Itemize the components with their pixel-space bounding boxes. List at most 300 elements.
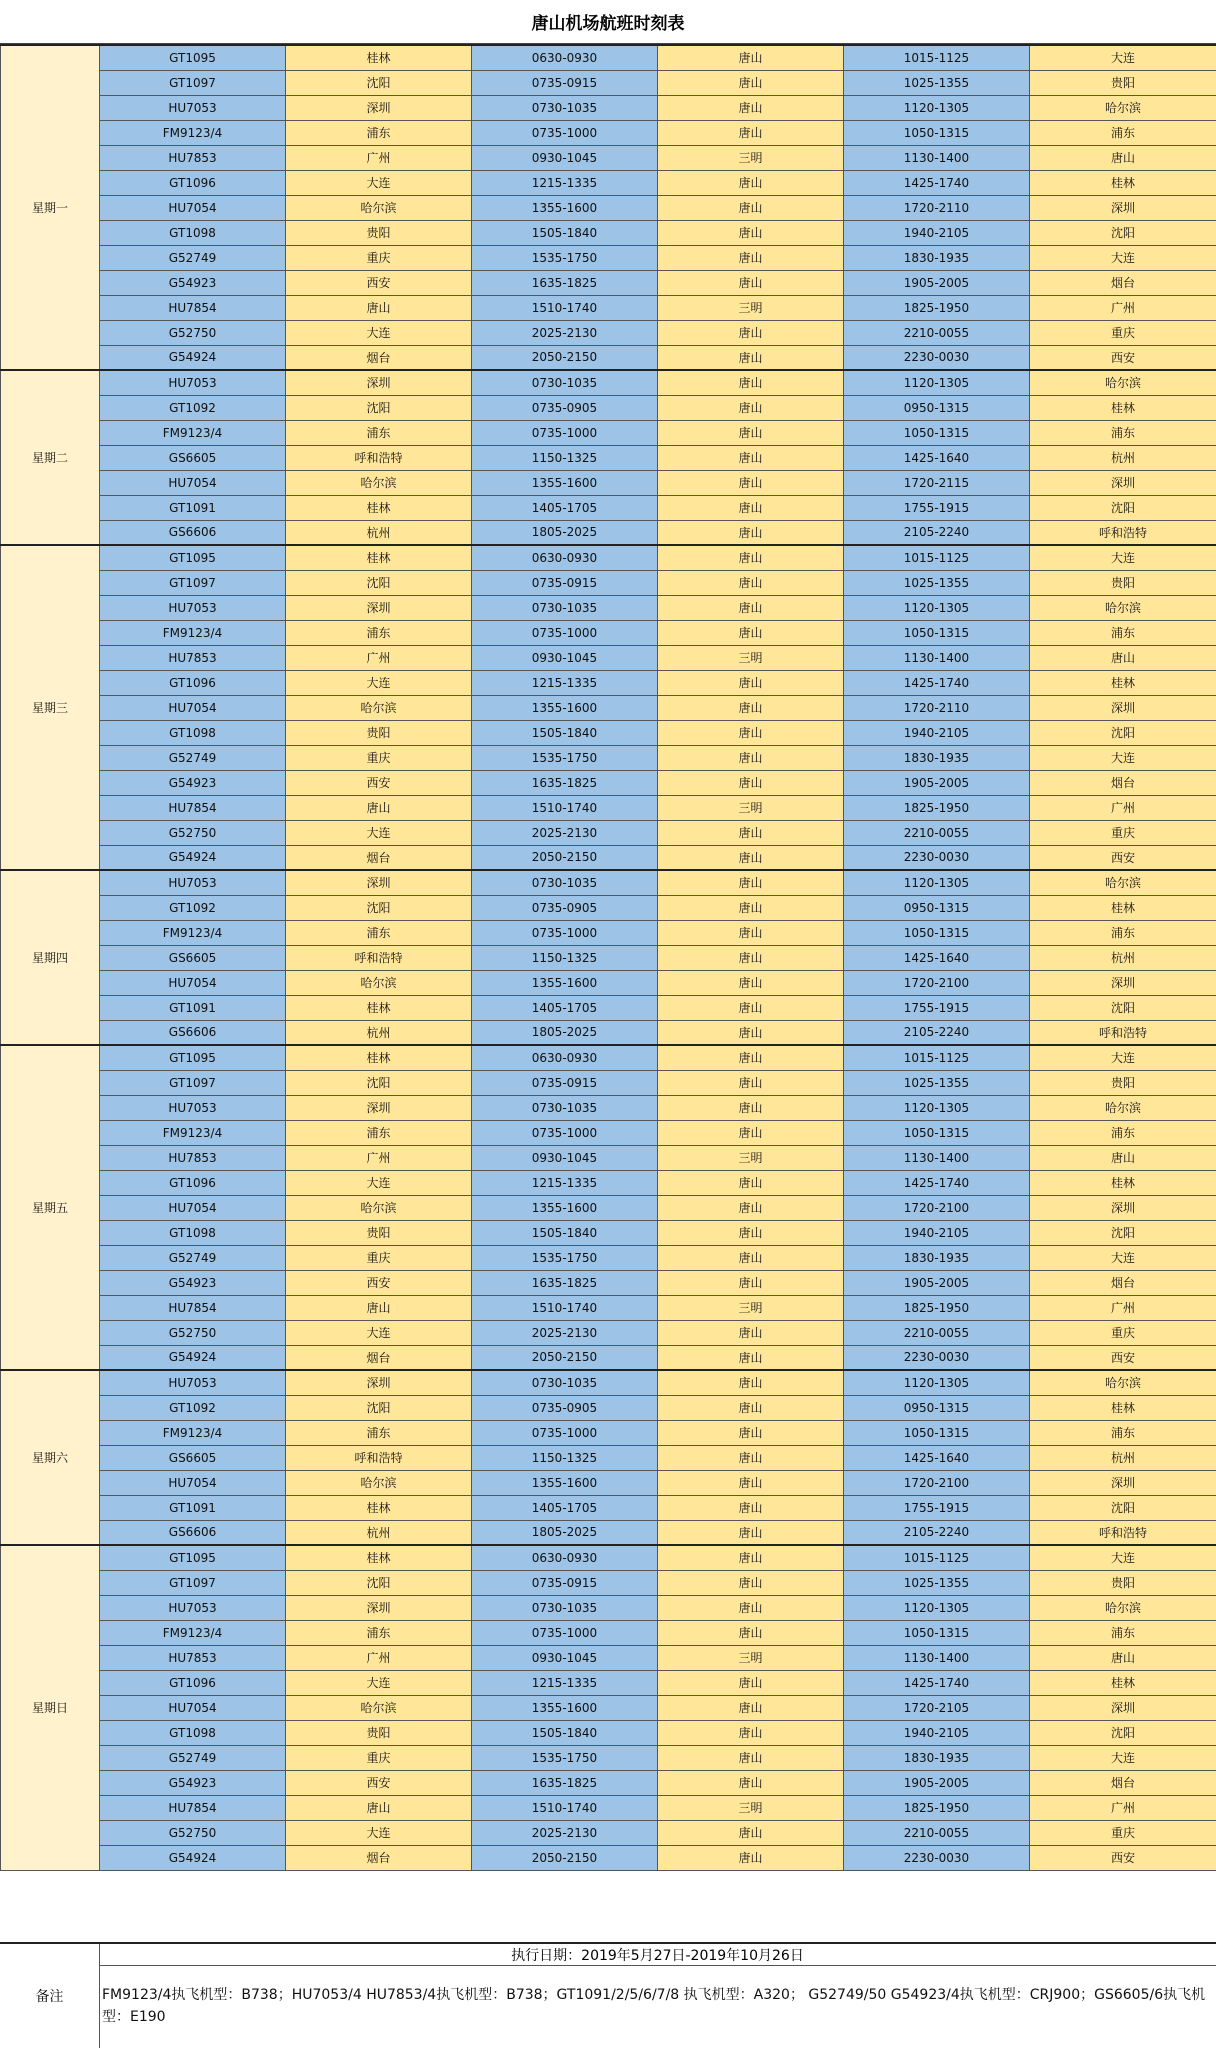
origin-cell: 哈尔滨 [286,1470,472,1495]
origin-cell: 杭州 [286,520,472,545]
stop-cell: 唐山 [658,1195,844,1220]
leg1-time-cell: 0735-1000 [472,620,658,645]
leg2-time-cell: 1015-1125 [844,1045,1030,1070]
flight-number-cell: GT1096 [100,670,286,695]
destination-cell: 沈阳 [1030,720,1216,745]
flight-number-cell: GT1098 [100,720,286,745]
destination-cell: 大连 [1030,545,1216,570]
stop-cell: 唐山 [658,1695,844,1720]
stop-cell: 唐山 [658,1345,844,1370]
flight-number-cell: HU7053 [100,370,286,395]
destination-cell: 哈尔滨 [1030,1095,1216,1120]
leg1-time-cell: 1510-1740 [472,795,658,820]
leg1-time-cell: 1535-1750 [472,1245,658,1270]
origin-cell: 浦东 [286,920,472,945]
flight-number-cell: G52749 [100,1745,286,1770]
leg1-time-cell: 1215-1335 [472,1670,658,1695]
table-row [1,1470,1216,1495]
table-row [1,845,1216,870]
origin-cell: 桂林 [286,45,472,70]
origin-cell: 深圳 [286,370,472,395]
origin-cell: 大连 [286,1320,472,1345]
table-row [1,1820,1216,1845]
leg2-time-cell: 1050-1315 [844,620,1030,645]
leg1-time-cell: 2050-2150 [472,845,658,870]
table-row [1,45,1216,70]
table-row [1,1220,1216,1245]
table-row [1,1070,1216,1095]
leg2-time-cell: 1755-1915 [844,995,1030,1020]
destination-cell: 杭州 [1030,1445,1216,1470]
table-row [1,695,1216,720]
stop-cell: 唐山 [658,1070,844,1095]
flight-number-cell: GT1092 [100,1395,286,1420]
flight-number-cell: FM9123/4 [100,920,286,945]
table-row [1,595,1216,620]
page-title: 唐山机场航班时刻表 [0,0,1216,44]
table-row [1,1170,1216,1195]
leg2-time-cell: 1120-1305 [844,95,1030,120]
destination-cell: 哈尔滨 [1030,370,1216,395]
destination-cell: 烟台 [1030,770,1216,795]
leg1-time-cell: 1510-1740 [472,1795,658,1820]
leg1-time-cell: 1510-1740 [472,295,658,320]
stop-cell: 唐山 [658,1170,844,1195]
destination-cell: 烟台 [1030,270,1216,295]
leg1-time-cell: 2050-2150 [472,345,658,370]
stop-cell: 唐山 [658,120,844,145]
flight-number-cell: HU7054 [100,195,286,220]
leg2-time-cell: 0950-1315 [844,395,1030,420]
table-row [1,1045,1216,1070]
flight-number-cell: GT1095 [100,545,286,570]
leg2-time-cell: 1830-1935 [844,1745,1030,1770]
flight-number-cell: HU7854 [100,795,286,820]
leg2-time-cell: 1120-1305 [844,1095,1030,1120]
table-row [1,145,1216,170]
table-row [1,520,1216,545]
leg2-time-cell: 1425-1640 [844,445,1030,470]
leg1-time-cell: 0735-0905 [472,895,658,920]
leg1-time-cell: 0930-1045 [472,1145,658,1170]
stop-cell: 唐山 [658,1045,844,1070]
table-row [1,1445,1216,1470]
origin-cell: 呼和浩特 [286,445,472,470]
stop-cell: 唐山 [658,370,844,395]
leg1-time-cell: 1405-1705 [472,995,658,1020]
stop-cell: 唐山 [658,220,844,245]
leg1-time-cell: 0730-1035 [472,870,658,895]
stop-cell: 唐山 [658,1395,844,1420]
table-row [1,1295,1216,1320]
table-row [1,345,1216,370]
destination-cell: 呼和浩特 [1030,520,1216,545]
leg1-time-cell: 2025-2130 [472,820,658,845]
table-row [1,220,1216,245]
leg1-time-cell: 0630-0930 [472,1545,658,1570]
destination-cell: 桂林 [1030,670,1216,695]
origin-cell: 沈阳 [286,395,472,420]
table-row [1,1420,1216,1445]
destination-cell: 深圳 [1030,1195,1216,1220]
table-row [1,1795,1216,1820]
leg2-time-cell: 2230-0030 [844,845,1030,870]
origin-cell: 沈阳 [286,570,472,595]
origin-cell: 浦东 [286,120,472,145]
timetable-grid [0,44,1216,1871]
table-row [1,995,1216,1020]
destination-cell: 西安 [1030,845,1216,870]
origin-cell: 深圳 [286,95,472,120]
table-row [1,420,1216,445]
leg2-time-cell: 1130-1400 [844,1645,1030,1670]
leg1-time-cell: 0630-0930 [472,45,658,70]
origin-cell: 贵阳 [286,720,472,745]
stop-cell: 唐山 [658,1595,844,1620]
leg1-time-cell: 1805-2025 [472,1020,658,1045]
origin-cell: 贵阳 [286,1720,472,1745]
leg1-time-cell: 0735-0915 [472,570,658,595]
origin-cell: 哈尔滨 [286,470,472,495]
destination-cell: 沈阳 [1030,495,1216,520]
table-row [1,1545,1216,1570]
table-row [1,1395,1216,1420]
flight-number-cell: HU7054 [100,1470,286,1495]
leg2-time-cell: 2210-0055 [844,820,1030,845]
table-row [1,370,1216,395]
leg2-time-cell: 1825-1950 [844,1795,1030,1820]
table-row [1,1370,1216,1395]
flight-number-cell: HU7053 [100,870,286,895]
leg1-time-cell: 0735-0905 [472,1395,658,1420]
flight-number-cell: HU7054 [100,470,286,495]
table-row [1,395,1216,420]
leg1-time-cell: 1355-1600 [472,195,658,220]
leg2-time-cell: 1940-2105 [844,1220,1030,1245]
leg2-time-cell: 2230-0030 [844,345,1030,370]
table-row [1,1745,1216,1770]
leg2-time-cell: 1120-1305 [844,870,1030,895]
stop-cell: 唐山 [658,1245,844,1270]
destination-cell: 沈阳 [1030,220,1216,245]
leg1-time-cell: 0735-1000 [472,120,658,145]
leg2-time-cell: 1940-2105 [844,1720,1030,1745]
flight-number-cell: HU7054 [100,695,286,720]
origin-cell: 大连 [286,670,472,695]
stop-cell: 唐山 [658,495,844,520]
stop-cell: 唐山 [658,570,844,595]
destination-cell: 哈尔滨 [1030,1595,1216,1620]
flight-number-cell: G52749 [100,745,286,770]
origin-cell: 大连 [286,1670,472,1695]
stop-cell: 唐山 [658,920,844,945]
table-row [1,70,1216,95]
table-row [1,1495,1216,1520]
destination-cell: 重庆 [1030,820,1216,845]
flight-number-cell: G54924 [100,345,286,370]
origin-cell: 沈阳 [286,1570,472,1595]
stop-cell: 三明 [658,295,844,320]
table-row [1,920,1216,945]
leg1-time-cell: 0735-1000 [472,1120,658,1145]
flight-number-cell: GT1096 [100,1670,286,1695]
table-row [1,1195,1216,1220]
table-row [1,170,1216,195]
flight-number-cell: GT1098 [100,1720,286,1745]
leg1-time-cell: 1535-1750 [472,745,658,770]
table-row [1,795,1216,820]
destination-cell: 浦东 [1030,620,1216,645]
leg1-time-cell: 0735-0915 [472,1570,658,1595]
stop-cell: 唐山 [658,1720,844,1745]
leg2-time-cell: 2105-2240 [844,1520,1030,1545]
origin-cell: 浦东 [286,1420,472,1445]
table-row [1,1095,1216,1120]
table-row [1,545,1216,570]
stop-cell: 唐山 [658,95,844,120]
leg2-time-cell: 2210-0055 [844,1820,1030,1845]
leg2-time-cell: 1425-1740 [844,1170,1030,1195]
leg2-time-cell: 1720-2100 [844,970,1030,995]
destination-cell: 沈阳 [1030,995,1216,1020]
leg1-time-cell: 1355-1600 [472,695,658,720]
destination-cell: 大连 [1030,1245,1216,1270]
table-row [1,1520,1216,1545]
destination-cell: 深圳 [1030,970,1216,995]
stop-cell: 唐山 [658,1220,844,1245]
origin-cell: 桂林 [286,1045,472,1070]
stop-cell: 唐山 [658,395,844,420]
leg1-time-cell: 0730-1035 [472,1095,658,1120]
day-label: 星期三 [1,545,100,870]
table-row [1,1770,1216,1795]
table-row [1,570,1216,595]
table-row [1,95,1216,120]
flight-number-cell: HU7854 [100,1295,286,1320]
origin-cell: 深圳 [286,1095,472,1120]
leg1-time-cell: 1405-1705 [472,1495,658,1520]
leg2-time-cell: 0950-1315 [844,1395,1030,1420]
stop-cell: 唐山 [658,620,844,645]
stop-cell: 唐山 [658,595,844,620]
leg2-time-cell: 1015-1125 [844,545,1030,570]
destination-cell: 唐山 [1030,1645,1216,1670]
destination-cell: 沈阳 [1030,1495,1216,1520]
leg1-time-cell: 2050-2150 [472,1345,658,1370]
leg1-time-cell: 1215-1335 [472,1170,658,1195]
leg1-time-cell: 1505-1840 [472,220,658,245]
origin-cell: 杭州 [286,1020,472,1045]
leg2-time-cell: 1720-2100 [844,1470,1030,1495]
stop-cell: 唐山 [658,945,844,970]
day-label: 星期四 [1,870,100,1045]
flight-number-cell: GS6606 [100,520,286,545]
stop-cell: 唐山 [658,720,844,745]
destination-cell: 深圳 [1030,195,1216,220]
stop-cell: 唐山 [658,1270,844,1295]
stop-cell: 唐山 [658,970,844,995]
origin-cell: 大连 [286,1170,472,1195]
stop-cell: 三明 [658,1145,844,1170]
leg2-time-cell: 1025-1355 [844,1570,1030,1595]
flight-number-cell: GT1097 [100,1070,286,1095]
stop-cell: 唐山 [658,1570,844,1595]
destination-cell: 浦东 [1030,920,1216,945]
origin-cell: 广州 [286,1645,472,1670]
origin-cell: 重庆 [286,745,472,770]
leg2-time-cell: 1825-1950 [844,295,1030,320]
stop-cell: 唐山 [658,1845,844,1870]
leg1-time-cell: 1505-1840 [472,1220,658,1245]
stop-cell: 唐山 [658,770,844,795]
leg2-time-cell: 1050-1315 [844,120,1030,145]
stop-cell: 唐山 [658,470,844,495]
destination-cell: 浦东 [1030,1620,1216,1645]
leg1-time-cell: 1355-1600 [472,1195,658,1220]
origin-cell: 深圳 [286,1595,472,1620]
stop-cell: 唐山 [658,1120,844,1145]
destination-cell: 浦东 [1030,120,1216,145]
leg1-time-cell: 0730-1035 [472,370,658,395]
table-row [1,820,1216,845]
notes-section [0,1942,1216,2048]
stop-cell: 唐山 [658,270,844,295]
origin-cell: 广州 [286,1145,472,1170]
table-row [1,1720,1216,1745]
flight-number-cell: HU7053 [100,1095,286,1120]
stop-cell: 唐山 [658,1545,844,1570]
stop-cell: 唐山 [658,45,844,70]
flight-number-cell: GT1097 [100,70,286,95]
table-row [1,320,1216,345]
leg2-time-cell: 1905-2005 [844,770,1030,795]
stop-cell: 唐山 [658,1820,844,1845]
leg2-time-cell: 2230-0030 [844,1845,1030,1870]
origin-cell: 桂林 [286,495,472,520]
leg1-time-cell: 0735-1000 [472,920,658,945]
destination-cell: 广州 [1030,795,1216,820]
leg2-time-cell: 1015-1125 [844,1545,1030,1570]
leg1-time-cell: 1355-1600 [472,470,658,495]
leg1-time-cell: 1635-1825 [472,1270,658,1295]
table-row [1,1845,1216,1870]
origin-cell: 桂林 [286,545,472,570]
flight-number-cell: GT1098 [100,220,286,245]
leg2-time-cell: 1825-1950 [844,1295,1030,1320]
leg2-time-cell: 1720-2115 [844,470,1030,495]
stop-cell: 唐山 [658,870,844,895]
leg1-time-cell: 0735-1000 [472,1620,658,1645]
table-row [1,770,1216,795]
origin-cell: 大连 [286,320,472,345]
destination-cell: 杭州 [1030,945,1216,970]
flight-number-cell: GT1092 [100,395,286,420]
effective-date: 执行日期：2019年5月27日-2019年10月26日 [99,1944,1216,1966]
leg2-time-cell: 1025-1355 [844,1070,1030,1095]
destination-cell: 大连 [1030,745,1216,770]
stop-cell: 三明 [658,795,844,820]
stop-cell: 唐山 [658,520,844,545]
origin-cell: 烟台 [286,345,472,370]
leg2-time-cell: 1425-1740 [844,170,1030,195]
leg1-time-cell: 1535-1750 [472,1745,658,1770]
leg2-time-cell: 1825-1950 [844,795,1030,820]
stop-cell: 唐山 [658,1095,844,1120]
flight-number-cell: GT1091 [100,495,286,520]
destination-cell: 浦东 [1030,420,1216,445]
destination-cell: 烟台 [1030,1770,1216,1795]
leg2-time-cell: 1025-1355 [844,570,1030,595]
flight-number-cell: FM9123/4 [100,1120,286,1145]
leg1-time-cell: 0630-0930 [472,1045,658,1070]
leg1-time-cell: 0630-0930 [472,545,658,570]
destination-cell: 深圳 [1030,695,1216,720]
flight-number-cell: GS6605 [100,445,286,470]
leg1-time-cell: 1535-1750 [472,245,658,270]
leg2-time-cell: 1830-1935 [844,1245,1030,1270]
flight-number-cell: G52750 [100,1820,286,1845]
flight-number-cell: HU7054 [100,970,286,995]
table-row [1,245,1216,270]
stop-cell: 三明 [658,145,844,170]
leg2-time-cell: 1050-1315 [844,1120,1030,1145]
leg1-time-cell: 2025-2130 [472,320,658,345]
leg2-time-cell: 2105-2240 [844,1020,1030,1045]
stop-cell: 唐山 [658,70,844,95]
leg1-time-cell: 1510-1740 [472,1295,658,1320]
destination-cell: 重庆 [1030,1320,1216,1345]
destination-cell: 重庆 [1030,320,1216,345]
flight-number-cell: GS6606 [100,1520,286,1545]
flight-number-cell: GT1095 [100,45,286,70]
stop-cell: 唐山 [658,170,844,195]
leg2-time-cell: 1130-1400 [844,645,1030,670]
table-row [1,120,1216,145]
stop-cell: 唐山 [658,1495,844,1520]
stop-cell: 唐山 [658,545,844,570]
stop-cell: 三明 [658,1295,844,1320]
origin-cell: 哈尔滨 [286,1695,472,1720]
leg1-time-cell: 2025-2130 [472,1320,658,1345]
destination-cell: 哈尔滨 [1030,1370,1216,1395]
table-row [1,495,1216,520]
table-row [1,720,1216,745]
flight-number-cell: G52749 [100,1245,286,1270]
origin-cell: 大连 [286,170,472,195]
leg1-time-cell: 1805-2025 [472,1520,658,1545]
flight-number-cell: GT1097 [100,570,286,595]
destination-cell: 深圳 [1030,1695,1216,1720]
table-row [1,645,1216,670]
flight-number-cell: GS6605 [100,945,286,970]
leg2-time-cell: 1720-2110 [844,195,1030,220]
leg1-time-cell: 1805-2025 [472,520,658,545]
origin-cell: 唐山 [286,795,472,820]
flight-number-cell: G54924 [100,1845,286,1870]
table-row [1,945,1216,970]
table-row [1,1595,1216,1620]
flight-number-cell: FM9123/4 [100,1620,286,1645]
flight-number-cell: GT1092 [100,895,286,920]
leg1-time-cell: 0735-0905 [472,395,658,420]
leg1-time-cell: 1355-1600 [472,1695,658,1720]
stop-cell: 唐山 [658,745,844,770]
origin-cell: 浦东 [286,1120,472,1145]
flight-number-cell: HU7054 [100,1695,286,1720]
leg1-time-cell: 1215-1335 [472,170,658,195]
destination-cell: 哈尔滨 [1030,870,1216,895]
flight-number-cell: GT1096 [100,170,286,195]
